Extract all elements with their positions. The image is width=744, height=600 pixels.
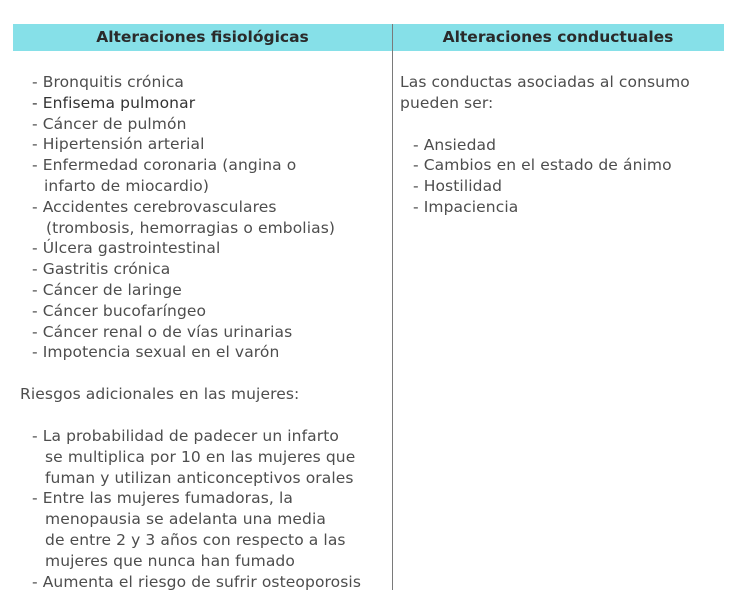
- women-risks-list: [19, 426, 384, 592]
- list-item-continuation: menopausia se adelanta una media: [45, 510, 327, 529]
- list-item: - Bronquitis crónica: [32, 73, 185, 91]
- list-item: - Entre las mujeres fumadoras, la: [32, 489, 293, 508]
- list-item-continuation: se multiplica por 10 en las mujeres que: [45, 447, 356, 466]
- header-physiological: Alteraciones fisiológicas: [96, 28, 309, 46]
- list-item: - Enfisema pulmonar: [32, 93, 196, 112]
- column-divider: [392, 24, 393, 590]
- list-item: - Enfermedad coronaria (angina o: [32, 156, 297, 175]
- list-item-continuation: mujeres que nunca han fumado: [45, 551, 295, 570]
- list-item: - Úlcera gastrointestinal: [32, 239, 221, 258]
- physiological-list: [19, 72, 384, 363]
- list-item: - Hostilidad: [413, 177, 503, 196]
- behavioral-column: [400, 72, 730, 218]
- list-item: - Impotencia sexual en el varón: [32, 343, 280, 362]
- table-header-row: [13, 24, 724, 51]
- list-item-continuation: fuman y utilizan anticonceptivos orales: [45, 468, 354, 487]
- list-item: - Accidentes cerebrovasculares: [32, 197, 277, 216]
- behavioral-intro-line1: Las conductas asociadas al consumo: [400, 73, 690, 91]
- list-item: - Impaciencia: [413, 197, 519, 216]
- list-item: - Gastritis crónica: [32, 260, 171, 279]
- list-item-continuation: infarto de miocardio): [44, 176, 210, 195]
- list-item: - Cáncer bucofaríngeo: [32, 301, 207, 320]
- behavioral-intro-line2: pueden ser:: [400, 93, 494, 112]
- physiological-column: [19, 72, 384, 592]
- list-item: - Cáncer renal o de vías urinarias: [32, 322, 293, 341]
- list-item: - La probabilidad de padecer un infarto: [32, 426, 339, 445]
- list-item: - Cáncer de pulmón: [32, 114, 187, 133]
- list-item-continuation: (trombosis, hemorragias o embolias): [46, 218, 336, 237]
- list-item: - Cambios en el estado de ánimo: [413, 156, 672, 175]
- list-item: - Hipertensión arterial: [32, 135, 205, 154]
- women-risks-heading: Riesgos adicionales en las mujeres:: [20, 385, 300, 404]
- list-item: - Aumenta el riesgo de sufrir osteoporosis: [32, 572, 362, 591]
- list-item: - Ansiedad: [413, 135, 497, 154]
- header-behavioral: Alteraciones conductuales: [442, 28, 674, 46]
- behavioral-list: [400, 135, 730, 218]
- list-item-continuation: de entre 2 y 3 años con respecto a las: [45, 530, 346, 549]
- list-item: - Cáncer de laringe: [32, 280, 182, 299]
